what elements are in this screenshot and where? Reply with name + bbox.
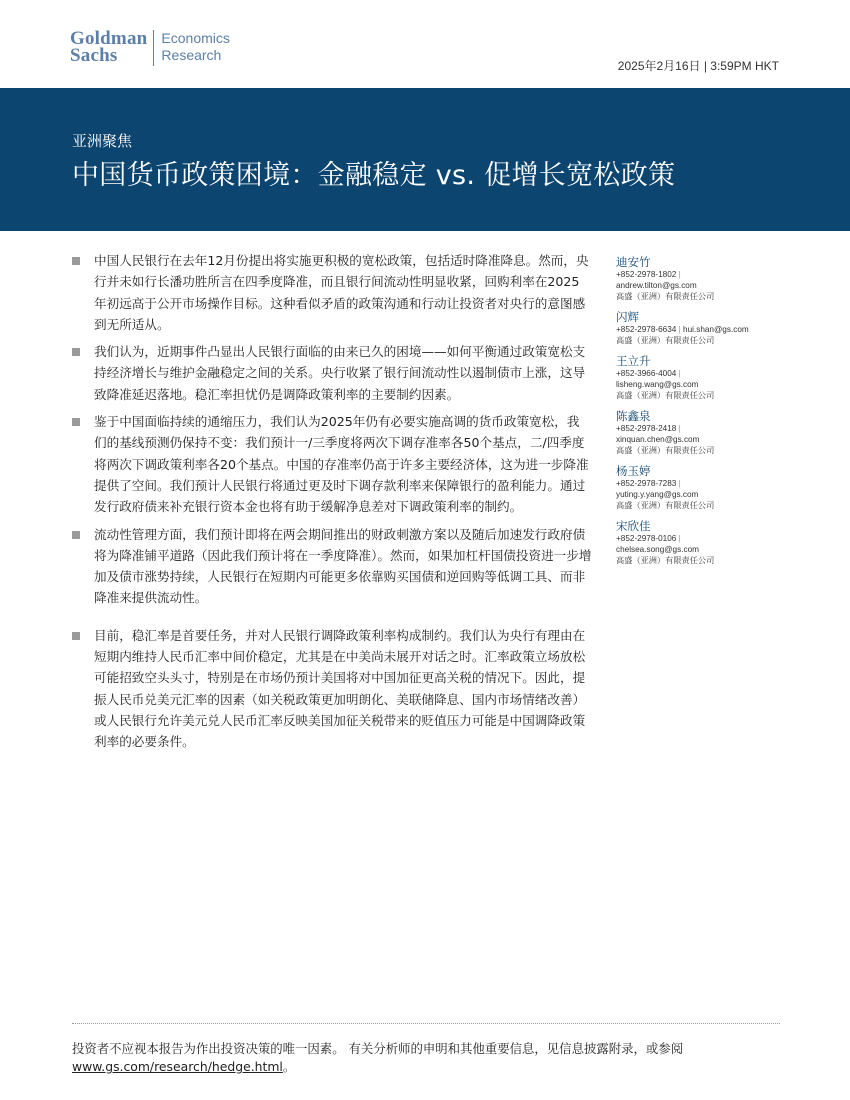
bullet-square-icon [72, 257, 80, 265]
author-firm: 高盛（亚洲）有限责任公司 [616, 292, 715, 301]
author-firm: 高盛（亚洲）有限责任公司 [616, 446, 715, 455]
report-title: 中国货币政策困境：金融稳定 vs. 促增长宽松政策 [72, 160, 676, 191]
summary-bullets [72, 250, 592, 759]
bullet-point-1: 中国人民银行在去年12月份提出将实施更积极的宽松政策，包括适时降准降息。然而，央行并未如行长潘功胜所言在四季度降准，而且银行间流动性明显收紧，回购利率在2025年初远高于公开市场操作目标。这种看似矛盾的政策沟通和行动让投资者对央行的意图感到无所适从。 [72, 250, 592, 335]
bullet-square-icon [72, 348, 80, 356]
goldman-sachs-logo [70, 30, 230, 66]
bullet-square-icon [72, 531, 80, 539]
bullet-point-2: 我们认为，近期事件凸显出人民银行面临的由来已久的困境——如何平衡通过政策宽松支持经济增长与维护金融稳定之间的关系。央行收紧了银行间流动性以遏制债市上涨，这导致降准延迟落地。稳汇率担忧仍是调降政策利率的主要制约因素。 [72, 341, 592, 405]
author-name: 闪辉 [616, 310, 639, 324]
bullet-point-3: 鉴于中国面临持续的通缩压力，我们认为2025年仍有必要实施高调的货币政策宽松，我们的基线预测仍保持不变：我们预计一/三季度将两次下调存准率各50个基点，二/四季度将两次下调政策利率各20个基点。中国的存准率仍高于许多主要经济体，这为进一步降准提供了空间。我们预计人民银行将通过更及时下调存款利率来保障银行的盈利能力。通过发行政府债来补充银行资本金也将有助于缓解净息差对下调政策利率的制约。 [72, 411, 592, 517]
logo-divider [153, 30, 154, 66]
author-card: 杨玉婷 +852-2978-7283 | yuting.y.yang@gs.com 高盛（亚洲）有限责任公司 [616, 464, 786, 511]
author-firm: 高盛（亚洲）有限责任公司 [616, 556, 715, 565]
author-card: 宋欣佳 +852-2978-0106 | chelsea.song@gs.com 高盛（亚洲）有限责任公司 [616, 519, 786, 566]
author-phone: +852-2978-0106 [616, 534, 677, 543]
author-phone: +852-2978-1802 [616, 270, 677, 279]
author-card: 迪安竹 +852-2978-1802 | andrew.tilton@gs.com 高盛（亚洲）有限责任公司 [616, 255, 786, 302]
author-name: 迪安竹 [616, 255, 651, 269]
author-phone: +852-2978-6634 [616, 325, 677, 334]
footer-divider [72, 1023, 780, 1024]
author-firm: 高盛（亚洲）有限责任公司 [616, 391, 715, 400]
report-dateline: 2025年2月16日 | 3:59PM HKT [617, 59, 779, 73]
report-header [0, 0, 850, 88]
author-phone: +852-2978-7283 [616, 479, 677, 488]
bullet-square-icon [72, 632, 80, 640]
author-firm: 高盛（亚洲）有限责任公司 [616, 336, 715, 345]
bullet-point-4: 流动性管理方面，我们预计即将在两会期间推出的财政刺激方案以及随后加速发行政府债将为降准铺平道路（因此我们预计将在一季度降准）。然而，如果加杠杆国债投资进一步增加及债市涨势持续，人民银行在短期内可能更多依靠购买国债和逆回购等低调工具、而非降准来提供流动性。 [72, 524, 592, 609]
author-email[interactable]: yuting.y.yang@gs.com [616, 490, 699, 499]
logo-wordmark: Goldman Sachs [70, 28, 148, 66]
author-email[interactable]: hui.shan@gs.com [683, 325, 749, 334]
author-phone: +852-2978-2418 [616, 424, 677, 433]
author-email[interactable]: chelsea.song@gs.com [616, 545, 699, 554]
author-name: 王立升 [616, 354, 651, 368]
disclosure-text: 投资者不应视本报告为作出投资决策的唯一因素。 有关分析师的申明和其他重要信息，见信息披露附录，或参阅 [72, 1041, 684, 1056]
author-email[interactable]: xinquan.chen@gs.com [616, 435, 700, 444]
bullet-square-icon [72, 418, 80, 426]
author-name: 陈鑫泉 [616, 409, 651, 423]
author-email[interactable]: andrew.tilton@gs.com [616, 281, 697, 290]
author-firm: 高盛（亚洲）有限责任公司 [616, 501, 715, 510]
author-card: 陈鑫泉 +852-2978-2418 | xinquan.chen@gs.com 高盛（亚洲）有限责任公司 [616, 409, 786, 456]
bullet-point-5: 目前，稳汇率是首要任务，并对人民银行调降政策利率构成制约。我们认为央行有理由在短期内维持人民币汇率中间价稳定，尤其是在中美尚未展开对话之时。汇率政策立场放松可能招致空头头寸，特别是在市场仍预计美国将对中国加征更高关税的情况下。因此，提振人民币兑美元汇率的因素（如关税政策更加明朗化、美联储降息、国内市场情绪改善）或人民银行允许美元兑人民币汇率反映美国加征关税带来的贬值压力可能是中国调降政策利率的必要条件。 [72, 625, 592, 753]
author-card: 王立升 +852-3966-4004 | lisheng.wang@gs.com 高盛（亚洲）有限责任公司 [616, 354, 786, 401]
logo-subtitle: Economics Research [161, 30, 230, 63]
disclosure-link[interactable]: www.gs.com/research/hedge.html [72, 1059, 283, 1074]
author-name: 宋欣佳 [616, 519, 651, 533]
author-card: 闪辉 +852-2978-6634 | hui.shan@gs.com 高盛（亚洲）有限责任公司 [616, 310, 786, 346]
author-list [616, 255, 786, 574]
author-phone: +852-3966-4004 [616, 369, 677, 378]
author-name: 杨玉婷 [616, 464, 651, 478]
disclosure-footer: 投资者不应视本报告为作出投资决策的唯一因素。 有关分析师的申明和其他重要信息，见信息披露附录，或参阅 www.gs.com/research/hedge.html。 [72, 1041, 684, 1074]
series-kicker: 亚洲聚焦 [72, 132, 133, 150]
author-email[interactable]: lisheng.wang@gs.com [616, 380, 699, 389]
